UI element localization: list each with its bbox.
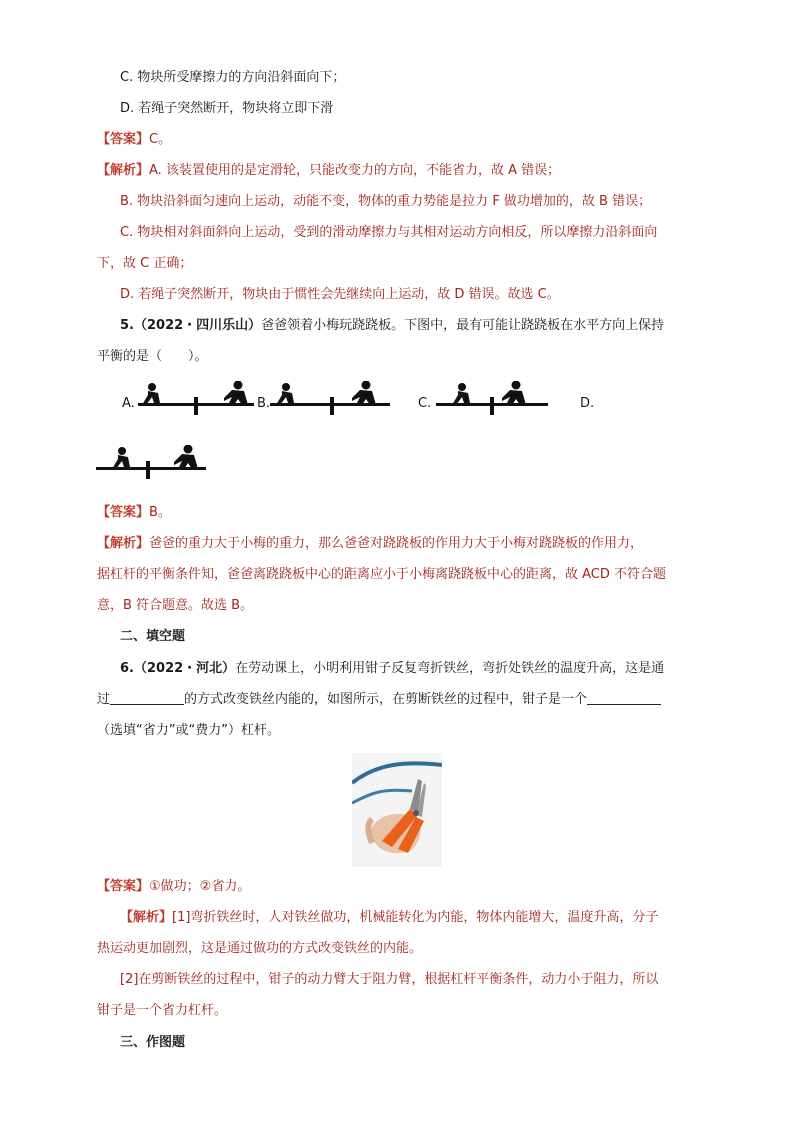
option-a-label: A. bbox=[122, 396, 135, 411]
section-heading-drawing: 三、作图题 bbox=[120, 1035, 186, 1050]
answer-blank-1 bbox=[110, 690, 184, 705]
father-icon bbox=[174, 445, 198, 469]
analysis-5-1 bbox=[97, 534, 643, 554]
father-icon bbox=[502, 381, 526, 405]
analysis-5-2: 据杠杆的平衡条件知，爸爸离跷跷板中心的距离应小于小梅离跷跷板中心的距离，故 ACD 不符合题 bbox=[97, 567, 667, 582]
text-fragment: 过 bbox=[97, 692, 111, 707]
father-icon bbox=[352, 381, 376, 405]
answer-tag: 【答案】 bbox=[97, 132, 150, 147]
option-b-label: B. bbox=[257, 396, 271, 411]
analysis-5-3: 意，B 符合题意。故选 B。 bbox=[97, 598, 254, 613]
analysis-text: A. 该装置使用的是定滑轮，只能改变力的方向，不能省力，故 A 错误； bbox=[149, 163, 561, 178]
option-d-label: D. bbox=[580, 396, 595, 411]
text-fragment: 的方式改变铁丝内能的，如图所示，在剪断铁丝的过程中，钳子是一个 bbox=[184, 692, 588, 707]
answer-4 bbox=[97, 130, 171, 150]
analysis-text: 爸爸的重力大于小梅的重力，那么爸爸对跷跷板的作用力大于小梅对跷跷板的作用力， bbox=[149, 536, 644, 551]
analysis-6-4: 钳子是一个省力杠杆。 bbox=[97, 1003, 228, 1018]
question-6-stem-2 bbox=[97, 690, 661, 710]
answer-value: C。 bbox=[149, 132, 172, 147]
question-number: 6.（2022・河北） bbox=[120, 661, 236, 676]
seesaw-option-b bbox=[270, 381, 390, 421]
seesaw-option-c bbox=[436, 381, 548, 421]
question-5-stem bbox=[120, 316, 664, 336]
answer-blank-2 bbox=[587, 690, 661, 705]
analysis-text: [1]弯折铁丝时，人对铁丝做功，机械能转化为内能，物体内能增大，温度升高，分子 bbox=[172, 910, 659, 925]
analysis-tag: 【解析】 bbox=[120, 910, 173, 925]
seesaw-option-a bbox=[138, 381, 254, 421]
question-text: 在劳动课上，小明利用钳子反复弯折铁丝，弯折处铁丝的温度升高，这是通 bbox=[235, 661, 665, 676]
analysis-6-1 bbox=[120, 908, 658, 928]
girl-icon bbox=[142, 383, 160, 405]
question-6-stem-3: （选填“省力”或“费力”）杠杆。 bbox=[97, 723, 280, 738]
analysis-6-2: 热运动更加剧烈，这是通过做功的方式改变铁丝的内能。 bbox=[97, 941, 423, 956]
analysis-4-c1: C. 物块相对斜面斜向上运动，受到的滑动摩擦力与其相对运动方向相反，所以摩擦力沿斜面向 bbox=[120, 225, 658, 240]
answer-5 bbox=[97, 503, 171, 523]
girl-icon bbox=[112, 447, 130, 469]
seesaw-option-d bbox=[96, 445, 206, 485]
question-text: 爸爸领着小梅玩跷跷板。下图中，最有可能让跷跷板在水平方向上保持 bbox=[261, 318, 665, 333]
answer-tag: 【答案】 bbox=[97, 505, 150, 520]
option-c-label: C. bbox=[418, 396, 432, 411]
pliers-photo bbox=[352, 753, 442, 867]
analysis-6-3: [2]在剪断铁丝的过程中，钳子的动力臂大于阻力臂，根据杠杆平衡条件，动力小于阻力，所以 bbox=[120, 972, 659, 987]
answer-6 bbox=[97, 877, 250, 897]
question-6-stem bbox=[120, 659, 664, 679]
analysis-4-d: D. 若绳子突然断开，物块由于惯性会先继续向上运动，故 D 错误。故选 C。 bbox=[120, 287, 560, 302]
father-icon bbox=[224, 381, 248, 405]
question-number: 5.（2022・四川乐山） bbox=[120, 318, 262, 333]
answer-tag: 【答案】 bbox=[97, 879, 150, 894]
girl-icon bbox=[452, 383, 470, 405]
section-heading-fill: 二、填空题 bbox=[120, 629, 186, 644]
analysis-4-c2: 下，故 C 正确； bbox=[97, 256, 193, 271]
answer-value: ①做功；②省力。 bbox=[149, 879, 251, 894]
analysis-4-a bbox=[97, 161, 560, 181]
option-c-text: C. 物块所受摩擦力的方向沿斜面向下； bbox=[120, 70, 346, 85]
option-d-text: D. 若绳子突然断开，物块将立即下滑 bbox=[120, 101, 334, 116]
question-5-stem-2: 平衡的是（ ）。 bbox=[97, 349, 208, 364]
girl-icon bbox=[276, 383, 294, 405]
answer-value: B。 bbox=[149, 505, 171, 520]
analysis-4-b: B. 物块沿斜面匀速向上运动，动能不变，物体的重力势能是拉力 F 做功增加的，故 B 错误； bbox=[120, 194, 652, 209]
analysis-tag: 【解析】 bbox=[97, 163, 150, 178]
analysis-tag: 【解析】 bbox=[97, 536, 150, 551]
